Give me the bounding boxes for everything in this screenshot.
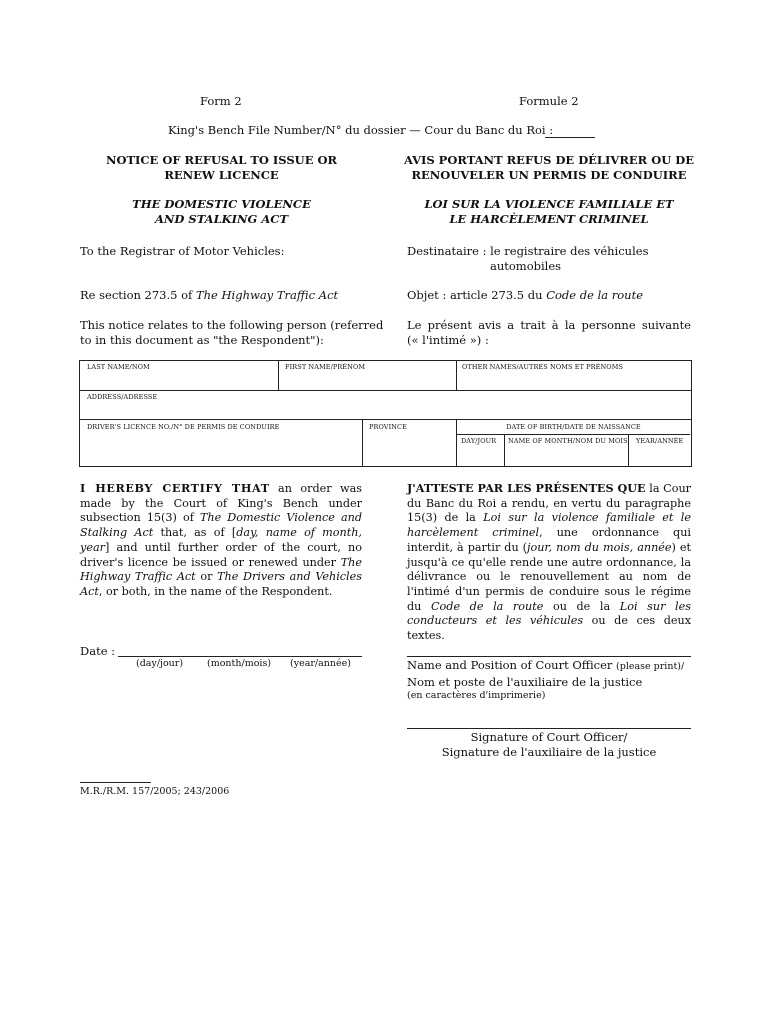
act-title-en: THE DOMESTIC VIOLENCE AND STALKING ACT — [132, 197, 311, 226]
act-title-fr: LOI SUR LA VIOLENCE FAMILIALE ET LE HARCÈLEMENT CRIMINEL — [424, 197, 674, 226]
date-day-caption: (day/jour) — [136, 658, 184, 669]
licence-number-field[interactable]: DRIVER'S LICENCE NO./N° DE PERMIS DE CONDUIRE — [87, 423, 280, 431]
addressee-fr: Destinataire : le registraire des véhicules automobiles — [407, 244, 649, 273]
dob-year-field[interactable]: YEAR/ANNÉE — [636, 437, 684, 445]
address-field[interactable]: ADDRESS/ADRESSE — [87, 393, 158, 401]
certification-fr: J'ATTESTE PAR LES PRÉSENTES QUE la Cour du Banc du Roi a rendu, en vertu du paragraphe 15(3) de la Loi sur la violence familiale et le harcèlement criminel, une ordonnance qui interdit, à partir du (jour, nom du mois, année) et jusqu'à ce qu'elle rende une autre ordonnance, la délivrance ou le renouvellement au nom de l'intimé d'un permis de conduire sous le régime du Code de la route ou de la Loi sur les conducteurs et les véhicules ou de ces deux textes. — [407, 481, 692, 643]
dob-day-field[interactable]: DAY/JOUR — [461, 437, 497, 445]
first-name-field[interactable]: FIRST NAME/PRÉNOM — [285, 363, 366, 371]
subject-en: Re section 273.5 of The Highway Traffic Act — [80, 288, 339, 302]
signature-line[interactable] — [407, 728, 691, 729]
date-of-birth-label: DATE OF BIRTH/DATE DE NAISSANCE — [506, 423, 641, 431]
certification-en: I HEREBY CERTIFY THAT an order was made by the Court of King's Bench under subsection 15(3) of The Domestic Violence and Stalking Act that, as of [day, name of month, year] and until further order of the court, no driver's licence be issued or renewed under The Highway Traffic Act or The Drivers and Vehicles Act, or both, in the name of the Respondent. — [80, 481, 362, 598]
footnote-rule — [80, 782, 151, 783]
date-month-caption: (month/mois) — [207, 658, 272, 669]
date-input-line[interactable] — [118, 656, 362, 657]
officer-name-line[interactable] — [407, 656, 691, 657]
file-number-blank[interactable] — [545, 137, 595, 138]
relates-fr: Le présent avis a trait à la personne suivante (« l'intimé ») : — [407, 318, 691, 347]
addressee-en: To the Registrar of Motor Vehicles: — [80, 244, 285, 258]
form-number-fr: Formule 2 — [519, 94, 579, 108]
form-number-en: Form 2 — [200, 94, 242, 108]
date-year-caption: (year/année) — [290, 658, 351, 669]
officer-name-caption: Name and Position of Court Officer (please print)/ Nom et poste de l'auxiliaire de la justice (en caractères d'imprimerie) — [407, 658, 685, 701]
title-fr: AVIS PORTANT REFUS DE DÉLIVRER OU DE RENOUVELER UN PERMIS DE CONDUIRE — [403, 153, 694, 182]
respondent-table — [79, 360, 692, 467]
province-field[interactable]: PROVINCE — [369, 423, 407, 431]
subject-fr: Objet : article 273.5 du Code de la route — [407, 288, 644, 302]
date-label: Date : — [80, 644, 116, 658]
title-en: NOTICE OF REFUSAL TO ISSUE OR RENEW LICENCE — [105, 153, 338, 182]
signature-caption: Signature of Court Officer/ Signature de l'auxiliaire de la justice — [441, 730, 657, 759]
relates-en: This notice relates to the following person (referred to in this document as "the Respondent"): — [80, 318, 384, 347]
last-name-field[interactable]: LAST NAME/NOM — [87, 363, 150, 371]
file-number-label: King's Bench File Number/N° du dossier — Cour du Banc du Roi : — [168, 123, 554, 137]
regulation-reference: M.R./R.M. 157/2005; 243/2006 — [80, 786, 230, 797]
other-names-field[interactable]: OTHER NAMES/AUTRES NOMS ET PRÉNOMS — [462, 363, 624, 371]
dob-month-field[interactable]: NAME OF MONTH/NOM DU MOIS — [508, 437, 628, 445]
